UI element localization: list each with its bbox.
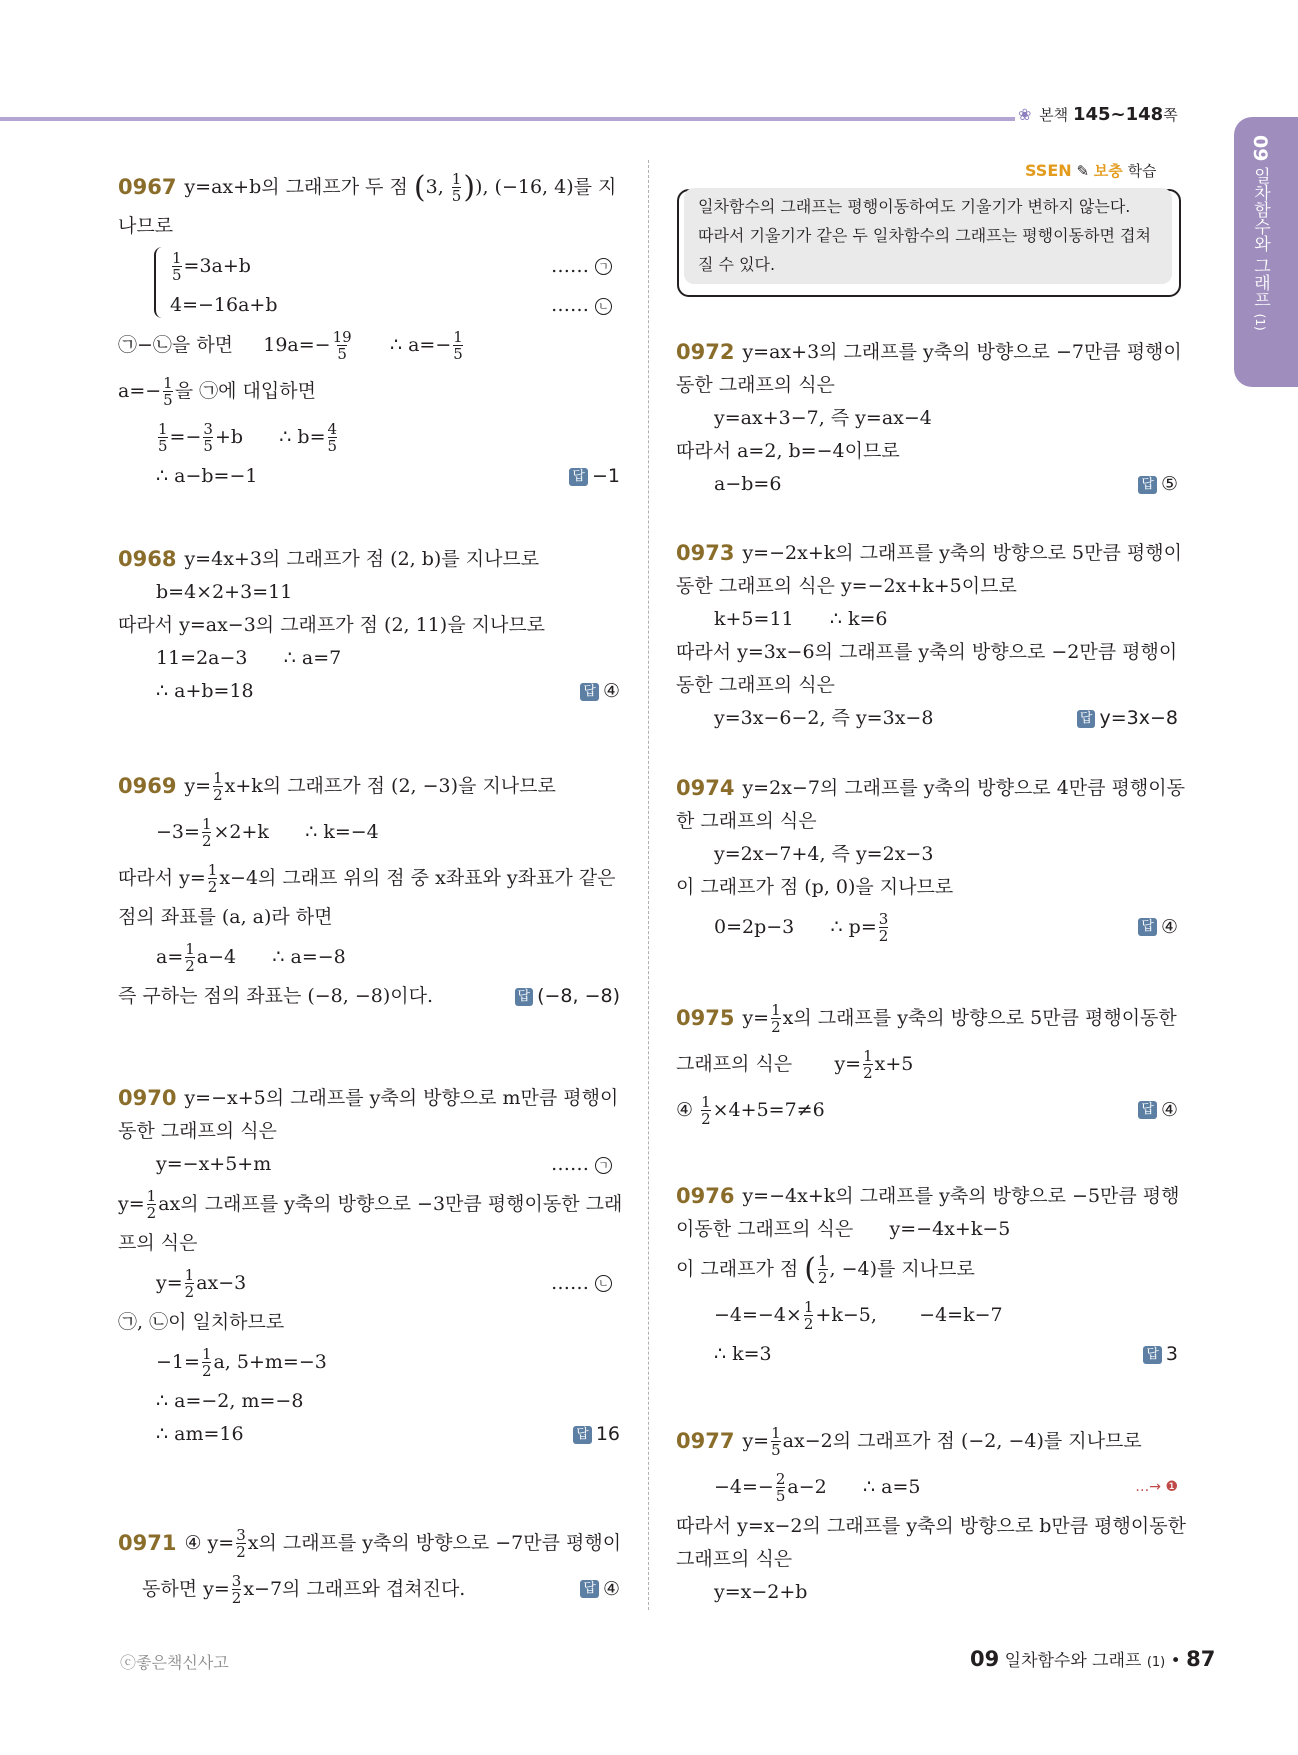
- flower-icon: ❀: [1018, 105, 1032, 124]
- page-reference: ❀ 본책 145~148쪽: [1018, 104, 1178, 125]
- copyright: ⓒ좋은책신사고: [120, 1653, 229, 1672]
- problem-0967: 0967 y=ax+b의 그래프가 두 점 ( 3, 1 5 ) ), (−16, 4)를 지 나므로 $\frac{1}{5}$ =3a+b …… ㄱ 4=−16a+b …… ㄴ ㉠−㉡을 하면 19a=− $\frac{19}{5}$ ∴ a=− $\frac{1}{5}$ a=− $\frac{1}{5}$ 을 ㉠에 대입하면 $\frac{1}{5}$ =− $\frac{3}{5}$ +b ∴ b= $\frac{4}{5}$ ∴ a−b=−1 답 −1: [118, 169, 620, 487]
- problem-0968: 0968 y=4x+3의 그래프가 점 (2, b)를 지나므로 b=4×2+3=11 따라서 y=ax−3의 그래프가 점 (2, 11)을 지나므로 11=2a−3 ∴ a=7 ∴ a+b=18 답 ④: [118, 547, 620, 702]
- page-footer: 09 일차함수와 그래프 (1) • 87: [970, 1647, 1216, 1671]
- problem-0976: 0976 y=−4x+k의 그래프를 y축의 방향으로 −5만큼 평행 이동한 그래프의 식은 y=−4x+k−5 이 그래프가 점 ( 1 2 , −4)를 지나므로 −4=−4× $\frac{1}{2}$ +k−5, −4=k−7 ∴ k=3 답 3: [676, 1184, 1180, 1365]
- problem-0975: 0975 y= $\frac{1}{2}$ x의 그래프를 y축의 방향으로 5만큼 평행이동한 그래프의 식은 y= $\frac{1}{2}$ x+5 ④ $\frac{1}{2}$ ×4+5=7≠6 답 ④: [676, 1000, 1178, 1128]
- ssen-supplement-label: SSEN ✎ 보충 학습: [1025, 161, 1157, 180]
- problem-0977: 0977 y= $\frac{1}{5}$ ax−2의 그래프가 점 (−2, −4)를 지나므로 −4=− $\frac{2}{5}$ a−2 ∴ a=5 …→ ❶ 따라서 y=x−2의 그래프를 y축의 방향으로 b만큼 평행이동한 그래프의 식은 y=x−2+b: [676, 1423, 1186, 1603]
- pencil-icon: ✎: [1076, 162, 1090, 180]
- problem-0972: 0972 y=ax+3의 그래프를 y축의 방향으로 −7만큼 평행이 동한 그래프의 식은 y=ax+3−7, 즉 y=ax−4 따라서 a=2, b=−4이므로 a−b=6 답 ⑤: [676, 340, 1182, 495]
- column-divider: [648, 160, 649, 1610]
- problem-0969: 0969 y= $\frac{1}{2}$ x+k의 그래프가 점 (2, −3)을 지나므로 −3= $\frac{1}{2}$ ×2+k ∴ k=−4 따라서 y= $\frac{1}{2}$ x−4의 그래프 위의 점 중 x좌표와 y좌표가 같은 점의 좌표를 (a, a)라 하면 a= $\frac{1}{2}$ a−4 ∴ a=−8 즉 구하는 점의 좌표는 (−8, −8)이다. 답 (−8, −8): [118, 768, 620, 1007]
- supplement-text: 일차함수의 그래프는 평행이동하여도 기울기가 변하지 않는다. 따라서 기울기가 같은 두 일차함수의 그래프는 평행이동하면 겹쳐 질 수 있다.: [684, 188, 1172, 284]
- problem-0973: 0973 y=−2x+k의 그래프를 y축의 방향으로 5만큼 평행이 동한 그래프의 식은 y=−2x+k+5이므로 k+5=11 ∴ k=6 따라서 y=3x−6의 그래프를 y축의 방향으로 −2만큼 평행이 동한 그래프의 식은 y=3x−6−2, 즉 y=3x−8 답 y=3x−8: [676, 541, 1182, 729]
- problem-0974: 0974 y=2x−7의 그래프를 y축의 방향으로 4만큼 평행이동 한 그래프의 식은 y=2x−7+4, 즉 y=2x−3 이 그래프가 점 (p, 0)을 지나므로 0=2p−3 ∴ p= $\frac{3}{2}$ 답 ④: [676, 776, 1185, 945]
- chapter-tab-label: 09 일차함수와 그래프 (1): [1249, 135, 1271, 331]
- problem-0971: 0971 ④ y= $\frac{3}{2}$ x의 그래프를 y축의 방향으로 −7만큼 평행이 동하면 y= $\frac{3}{2}$ x−7의 그래프와 겹쳐진다. 답 ④: [118, 1525, 622, 1607]
- header-rule: [0, 117, 1015, 121]
- problem-0970: 0970 y=−x+5의 그래프를 y축의 방향으로 m만큼 평행이 동한 그래프의 식은 y=−x+5+m …… ㄱ y= $\frac{1}{2}$ ax의 그래프를 y축의 방향으로 −3만큼 평행이동한 그래 프의 식은 y= $\frac{1}{2}$ ax−3 …… ㄴ ㉠, ㉡이 일치하므로 −1= $\frac{1}{2}$ a, 5+m=−3 ∴ a=−2, m=−8 ∴ am=16 답 16: [118, 1086, 623, 1445]
